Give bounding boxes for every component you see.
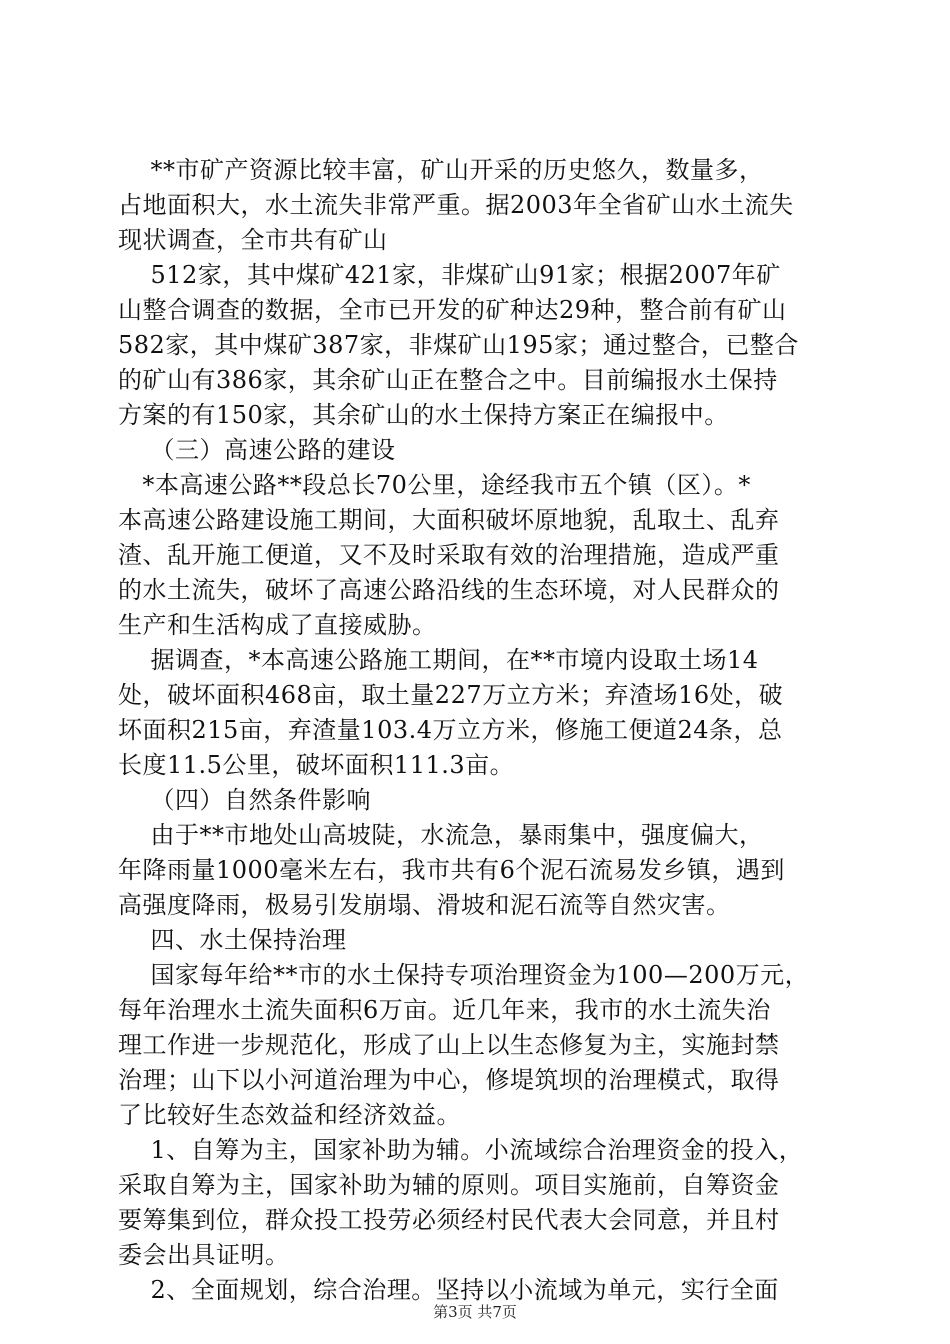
text-line: 占地面积大，水土流失非常严重。据2003年全省矿山水土流失 [118, 191, 794, 219]
text-line: 据调查，*本高速公路施工期间，在**市境内设取土场14 [118, 646, 759, 674]
text-line: 的矿山有386家，其余矿山正在整合之中。目前编报水土保持 [118, 366, 778, 394]
text-line: 长度11.5公里，破坏面积111.3亩。 [118, 751, 515, 779]
document-body [118, 153, 833, 1308]
text-line: 了比较好生态效益和经济效益。 [118, 1101, 461, 1129]
text-line: 四、水土保持治理 [118, 926, 347, 954]
text-line: *本高速公路**段总长70公里，途经我市五个镇（区）。* [118, 471, 751, 499]
text-line: 坏面积215亩，弃渣量103.4万立方米，修施工便道24条，总 [118, 716, 783, 744]
text-line: 生产和生活构成了直接威胁。 [118, 611, 437, 639]
text-line: 每年治理水土流失面积6万亩。近几年来，我市的水土流失治 [118, 996, 771, 1024]
text-line: 的水土流失，破坏了高速公路沿线的生态环境，对人民群众的 [118, 576, 780, 604]
text-line: 本高速公路建设施工期间，大面积破坏原地貌，乱取土、乱弃 [118, 506, 780, 534]
text-line: 委会出具证明。 [118, 1241, 290, 1269]
text-line: 渣、乱开施工便道，又不及时采取有效的治理措施，造成严重 [118, 541, 780, 569]
text-line: 采取自筹为主，国家补助为辅的原则。项目实施前，自筹资金 [118, 1171, 780, 1199]
text-line: 现状调查，全市共有矿山 [118, 226, 388, 254]
text-line: 年降雨量1000毫米左右，我市共有6个泥石流易发乡镇，遇到 [118, 856, 785, 884]
text-line: 处，破坏面积468亩，取土量227万立方米；弃渣场16处，破 [118, 681, 784, 709]
text-line: 582家，其中煤矿387家，非煤矿山195家；通过整合，已整合 [118, 331, 799, 359]
text-line: 方案的有150家，其余矿山的水土保持方案正在编报中。 [118, 401, 729, 429]
text-line: 山整合调查的数据，全市已开发的矿种达29种，整合前有矿山 [118, 296, 787, 324]
text-line: 512家，其中煤矿421家，非煤矿山91家；根据2007年矿 [118, 261, 781, 289]
text-line: 由于**市地处山高坡陡，水流急，暴雨集中，强度偏大， [118, 821, 764, 849]
text-line: （三）高速公路的建设 [118, 436, 396, 464]
page-footer: 第3页 共7页 [433, 1303, 517, 1321]
text-line: 高强度降雨，极易引发崩塌、滑坡和泥石流等自然灾害。 [118, 891, 731, 919]
text-line: 国家每年给**市的水土保持专项治理资金为100—200万元， [118, 961, 810, 989]
text-line: 2、全面规划，综合治理。坚持以小流域为单元，实行全面 [118, 1276, 779, 1304]
text-line: **市矿产资源比较丰富，矿山开采的历史悠久，数量多， [118, 156, 764, 184]
text-line: （四）自然条件影响 [118, 786, 372, 814]
text-line: 理工作进一步规范化，形成了山上以生态修复为主，实施封禁 [118, 1031, 780, 1059]
text-line: 1、自筹为主，国家补助为辅。小流域综合治理资金的投入， [118, 1136, 804, 1164]
text-line: 治理；山下以小河道治理为中心，修堤筑坝的治理模式，取得 [118, 1066, 780, 1094]
text-line: 要筹集到位，群众投工投劳必须经村民代表大会同意，并且村 [118, 1206, 780, 1234]
